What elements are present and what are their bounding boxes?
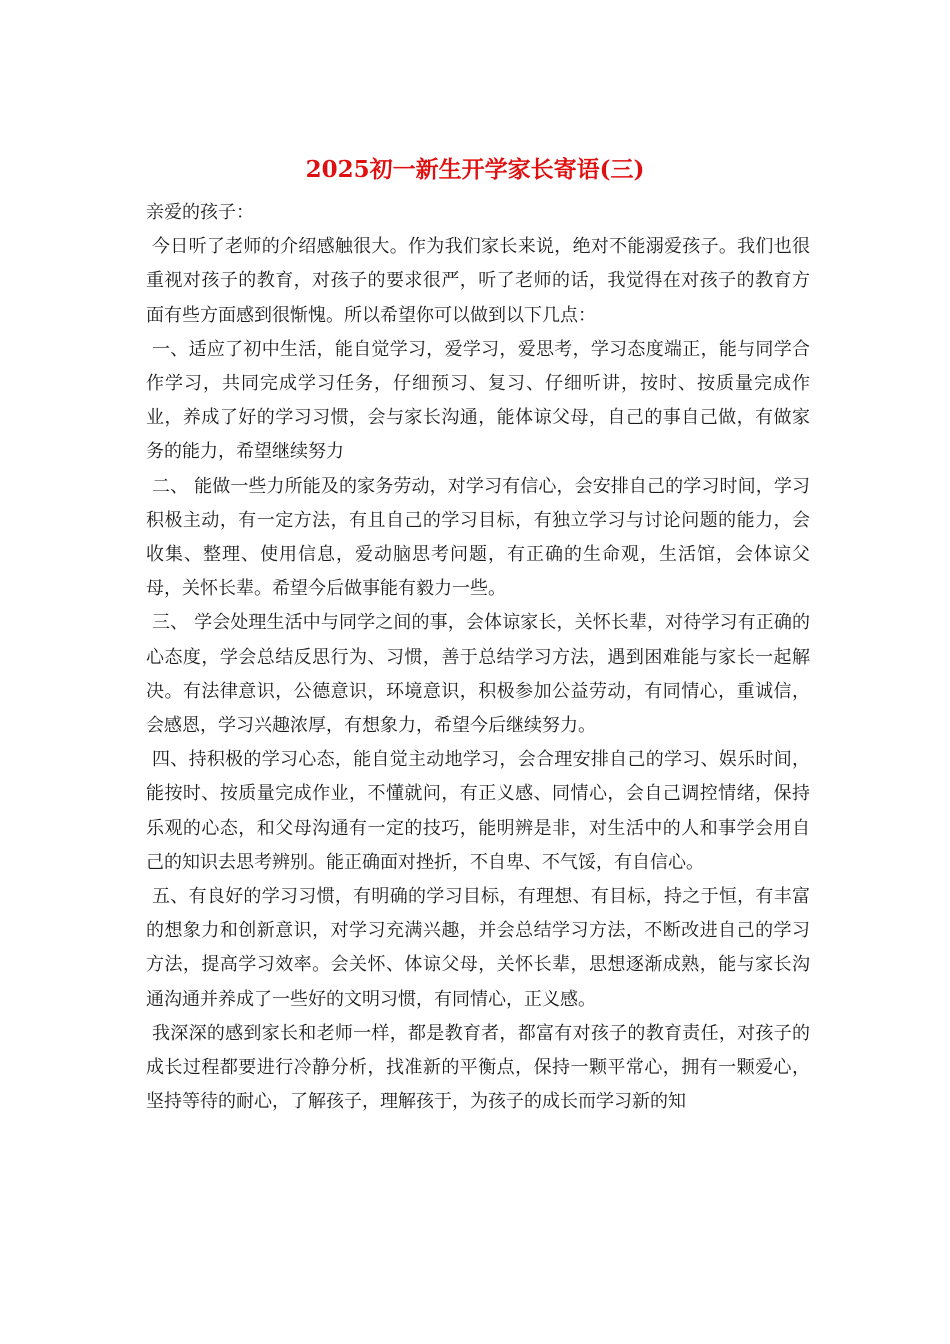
paragraph-point-1: 一、适应了初中生活，能自觉学习，爱学习，爱思考，学习态度端正，能与同学合作学习，共同完成学习任务，仔细预习、复习、仔细听讲，按时、按质量完成作业，养成了好的学习习惯，会与家长沟通，能体谅父母，自己的事自己做，有做家务的能力，希望继续努力 [146, 338, 810, 463]
salutation: 亲爱的孩子： [146, 202, 254, 223]
paragraph-point-4: 四、持积极的学习心态，能自觉主动地学习，会合理安排自己的学习、娱乐时间，能按时、按质量完成作业，不懂就问，有正义感、同情心，会自己调控情绪，保持乐观的心态，和父母沟通有一定的技巧，能明辨是非，对生活中的人和事学会用自己的知识去思考辨别。能正确面对挫折，不自卑、不气馁，有自信心。 [146, 749, 810, 873]
paragraph-intro: 今日听了老师的介绍感触很大。作为我们家长来说，绝对不能溺爱孩子。我们也很重视对孩子的教育，对孩子的要求很严，听了老师的话，我觉得在对孩子的教育方面有些方面感到很惭愧。所以希望你可以做到以下几点： [146, 236, 810, 326]
paragraph-point-3: 三、 学会处理生活中与同学之间的事，会体谅家长，关怀长辈，对待学习有正确的心态度，学会总结反思行为、习惯，善于总结学习方法，遇到困难能与家长一起解决。有法律意识，公德意识，环境意识，积极参加公益劳动，有同情心，重诚信，会感恩，学习兴趣浓厚，有想象力，希望今后继续努力。 [146, 612, 810, 737]
document-body [146, 196, 810, 1119]
paragraph-closing: 我深深的感到家长和老师一样，都是教育者，都富有对孩子的教育责任，对孩子的成长过程都要进行冷静分析，找准新的平衡点，保持一颗平常心，拥有一颗爱心，坚持等待的耐心，了解孩子，理解孩于，为孩子的成长而学习新的知 [146, 1022, 810, 1113]
paragraph-point-2: 二、 能做一些力所能及的家务劳动，对学习有信心，会安排自己的学习时间，学习积极主动，有一定方法，有且自己的学习目标，有独立学习与讨论问题的能力，会收集、整理、使用信息，爱动脑思考问题，有正确的生命观，生活馆，会体谅父母，关怀长辈。希望今后做事能有毅力一些。 [146, 475, 810, 600]
paragraph-point-5: 五、有良好的学习习惯，有明确的学习目标，有理想、有目标，持之于恒，有丰富的想象力和创新意识，对学习充满兴趣，并会总结学习方法，不断改进自己的学习方法，提高学习效率。会关怀、体谅父母，关怀长辈，思想逐渐成熟，能与家长沟通沟通并养成了一些好的文明习惯，有同情心，正义感。 [146, 886, 810, 1010]
document-title: 2025初一新生开学家长寄语(三) [305, 156, 645, 183]
